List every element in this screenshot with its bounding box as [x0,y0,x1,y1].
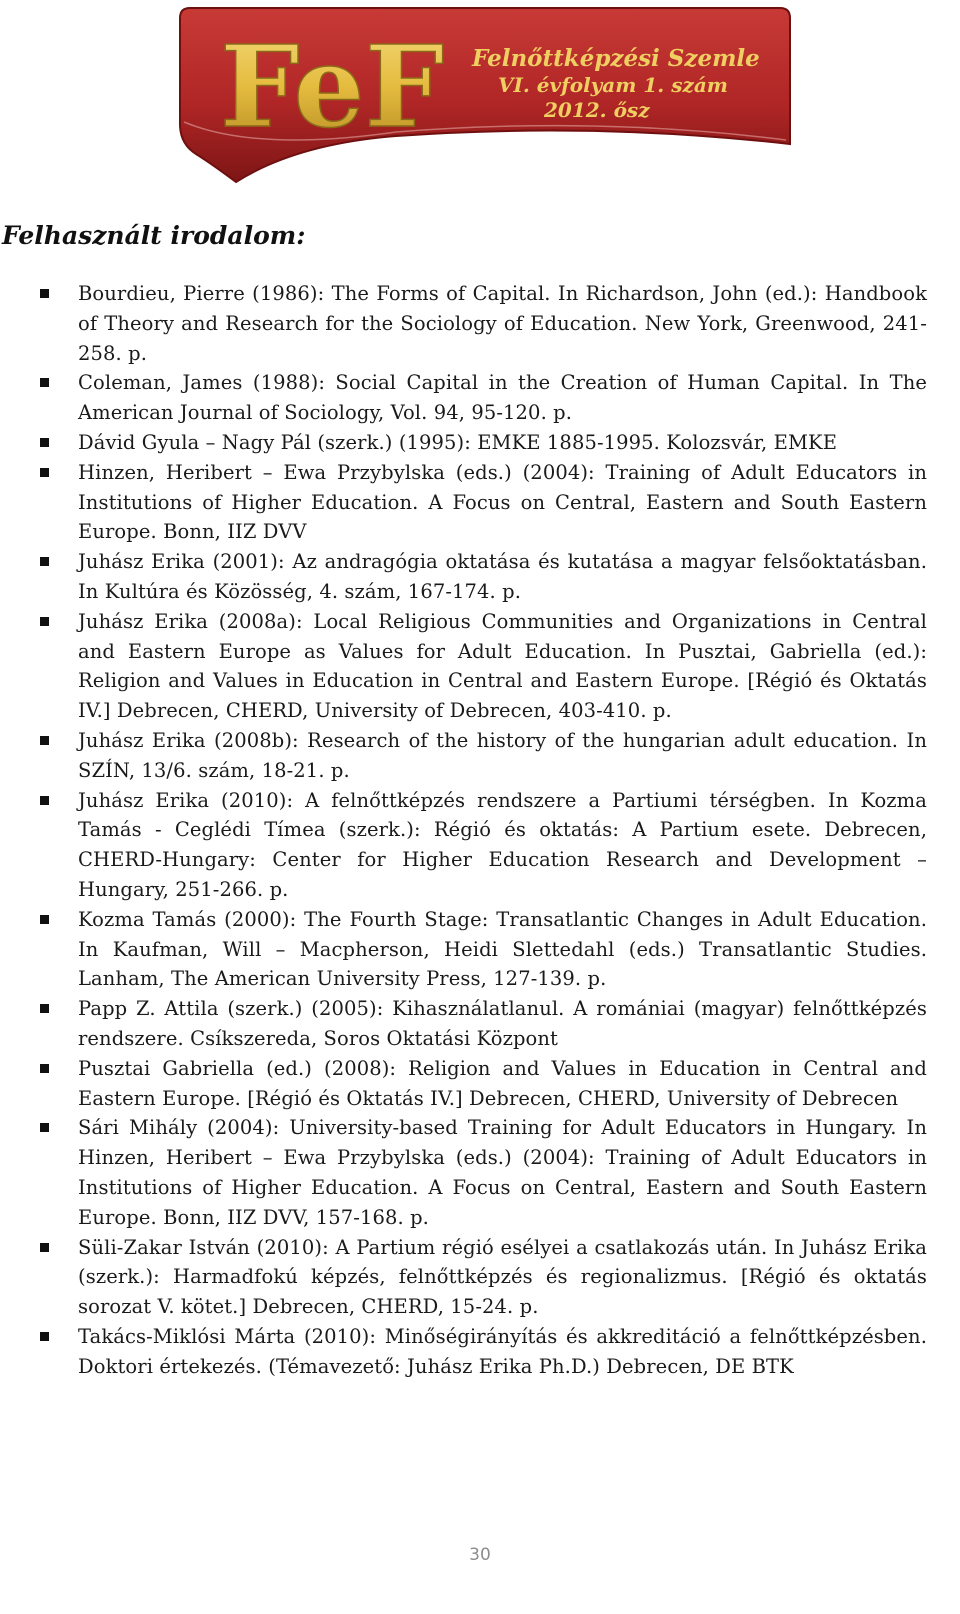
reference-item [40,458,927,547]
reference-item [40,368,927,428]
reference-item [40,726,927,786]
references-heading: Felhasznált irodalom: [2,221,306,250]
reference-item [40,1233,927,1322]
square-bullet-icon [40,468,49,477]
journal-banner [176,4,792,192]
reference-text: Kozma Tamás (2000): The Fourth Stage: Transatlantic Changes in Adult Education. In Kaufman, Will – Macpherson, Heidi Slettedahl (eds.) Transatlantic Studies. Lanham, The American University Press, 127-139. p. [78,907,927,991]
square-bullet-icon [40,438,49,447]
reference-item [40,1113,927,1232]
reference-text: Juhász Erika (2008a): Local Religious Communities and Organizations in Central and Eastern Europe as Values for Adult Education. In Pusztai, Gabriella (ed.): Religion and Values in Education in Central and Eastern Europe. [Régió és Oktatás IV.] Debrecen, CHERD, University of Debrecen, 403-410. p. [78,609,927,723]
square-bullet-icon [40,736,49,745]
square-bullet-icon [40,1064,49,1073]
reference-text: Coleman, James (1988): Social Capital in the Creation of Human Capital. In The American Journal of Sociology, Vol. 94, 95-120. p. [78,371,927,425]
square-bullet-icon [40,289,49,298]
square-bullet-icon [40,796,49,805]
reference-text: Bourdieu, Pierre (1986): The Forms of Capital. In Richardson, John (ed.): Handbook of Theory and Research for the Sociology of Education. New York, Greenwood, 241-258. p. [78,282,927,365]
reference-text: Hinzen, Heribert – Ewa Przybylska (eds.) (2004): Training of Adult Educators in Institutions of Higher Education. A Focus on Central, Eastern and South Eastern Europe. Bonn, IIZ DVV [78,460,927,544]
reference-text: Juhász Erika (2008b): Research of the history of the hungarian adult education. In SZÍN, 13/6. szám, 18-21. p. [78,728,927,782]
logo-text: FeF [220,22,445,153]
square-bullet-icon [40,915,49,924]
reference-text: Dávid Gyula – Nagy Pál (szerk.) (1995): EMKE 1885-1995. Kolozsvár, EMKE [78,430,838,454]
reference-text: Juhász Erika (2001): Az andragógia oktatása és kutatása a magyar felsőoktatásban. In Kultúra és Közösség, 4. szám, 167-174. p. [78,550,927,603]
reference-item [40,428,927,458]
square-bullet-icon [40,617,49,626]
reference-item [40,279,927,368]
reference-text: Juhász Erika (2010): A felnőttképzés rendszere a Partiumi térségben. In Kozma Tamás - Ceglédi Tímea (szerk.): Régió és oktatás: A Partium esete. Debrecen, CHERD-Hungary: Center for Higher Education Research and Development – Hungary, 251-266. p. [78,788,927,901]
reference-text: Takács-Miklósi Márta (2010): Minőségirányítás és akkreditáció a felnőttképzésben. Doktori értekezés. (Témavezető: Juhász Erika Ph.D.) Debrecen, DE BTK [78,1324,927,1378]
reference-text: Papp Z. Attila (szerk.) (2005): Kihasználatlanul. A romániai (magyar) felnőttképzés rendszere. Csíkszereda, Soros Oktatási Központ [78,997,927,1050]
reference-item [40,1054,927,1114]
reference-item [40,994,927,1054]
square-bullet-icon [40,1243,49,1252]
reference-text: Süli-Zakar István (2010): A Partium régió esélyei a csatlakozás után. In Juhász Erika (szerk.): Harmadfokú képzés, felnőttképzés és regionalizmus. [Régió és oktatás sorozat V. kötet.] Debrecen, CHERD, 15-24. p. [78,1235,927,1319]
reference-item [40,607,927,726]
reference-text: Sári Mihály (2004): University-based Training for Adult Educators in Hungary. In Hinzen, Heribert – Ewa Przybylska (eds.) (2004): Training of Adult Educators in Institutions of Higher Education. A Focus on Central, Eastern and South Eastern Europe. Bonn, IIZ DVV, 157-168. p. [78,1116,927,1229]
reference-item [40,1322,927,1382]
page-number: 30 [469,1545,491,1565]
square-bullet-icon [40,557,49,566]
date-line: 2012. ősz [544,98,650,122]
reference-item [40,786,927,905]
reference-item [40,547,927,607]
volume-line: VI. évfolyam 1. szám [498,73,728,97]
square-bullet-icon [40,1004,49,1013]
square-bullet-icon [40,1123,49,1132]
reference-text: Pusztai Gabriella (ed.) (2008): Religion and Values in Education in Central and Eastern Europe. [Régió és Oktatás IV.] Debrecen, CHERD, University of Debrecen [78,1056,927,1110]
journal-title: Felnőttképzési Szemle [472,45,760,72]
square-bullet-icon [40,378,49,387]
reference-list [40,279,927,1381]
square-bullet-icon [40,1332,49,1341]
reference-item [40,905,927,994]
